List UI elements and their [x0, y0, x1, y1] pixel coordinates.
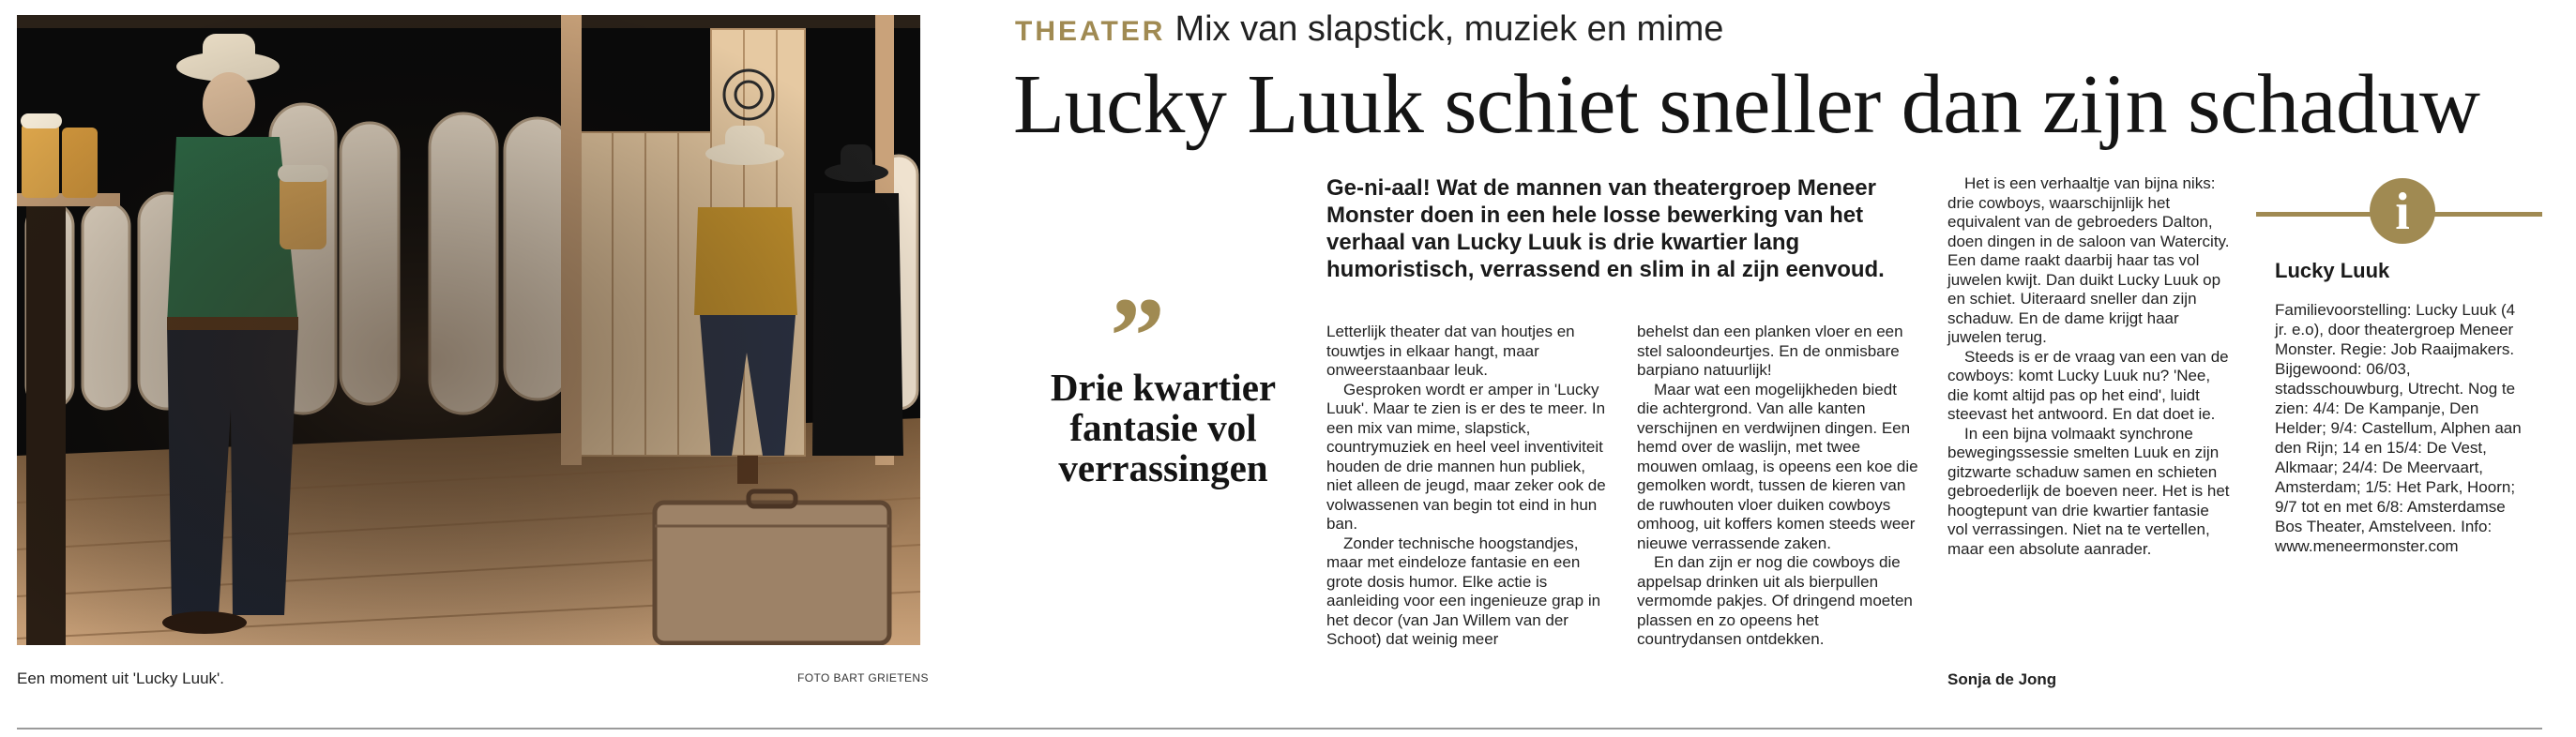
section-label: THEATER [1015, 16, 1166, 47]
paragraph: In een bijna volmaakt synchrone bewegingssessie smelten Luuk en zijn gitzwarte schaduw samen en schieten gebroederlijk de boeven neer. Het is het hoogtepunt van drie kwartier fantasie vol verrassingen. Niet na te vertellen, maar een absolute aanrader. [1947, 424, 2230, 558]
body-column-1 [1326, 323, 1608, 650]
paragraph: Letterlijk theater dat van houtjes en touwtjes in elkaar hangt, maar onweerstaanbaar leuk. [1326, 323, 1575, 379]
info-title: Lucky Luuk [2275, 259, 2390, 282]
body-column-2 [1637, 323, 1918, 650]
paragraph: behelst dan een planken vloer en een stel saloondeurtjes. En de onmisbare barpiano natuurlijk! [1637, 323, 1903, 379]
stage-scene-illustration [17, 15, 920, 645]
headline: Lucky Luuk schiet sneller dan zijn schaduw [1013, 58, 2480, 151]
author-byline: Sonja de Jong [1947, 670, 2057, 688]
intro-paragraph: Ge-ni-aal! Wat de mannen van theatergroep Meneer Monster doen in een hele losse bewerking van het verhaal van Lucky Luuk is drie kwartier lang humoristisch, verrassend en slim in al zijn eenvoud. [1326, 175, 1885, 282]
info-icon: i [2370, 178, 2435, 244]
kicker-subject: Mix van slapstick, muziek en mime [1174, 9, 1724, 49]
body-column-3 [1947, 174, 2234, 559]
paragraph: En dan zijn er nog die cowboys die appelsap drinken uit als bierpullen vermomde pakjes. Of dringend moeten plassen en zo opeens het countrydansen ontdekken. [1637, 553, 1913, 648]
article-photo [17, 15, 920, 645]
quote-marks-icon: ” [1110, 275, 1165, 398]
photo-credit: FOTO BART GRIETENS [797, 671, 929, 684]
paragraph: Zonder technische hoogstandjes, maar met eindeloze fantasie en een grote dosis humor. Elke actie is aanleiding voor een ingenieuze grap in het decor (van Jan Willem van der Schoot) dat weinig meer [1326, 534, 1601, 648]
paragraph: Steeds is er de vraag van een van de cowboys: komt Lucky Luuk nu? 'Nee, die komt altijd pas op het eind', luidt steevast het antwoord. En dat doet ie. [1947, 347, 2229, 423]
bottom-rule [17, 728, 2542, 729]
info-text: Familievoorstelling: Lucky Luuk (4 jr. e.o), door theatergroep Meneer Monster. Regie: Job Raaijmakers. Bijgewoond: 06/03, stadsschouwburg, Utrecht. Nog te zien: 4/4: De Kampanje, Den Helder; 9/4: Castellum, Alphen aan den Rijn; 14 en 15/4: De Vest, Alkmaar; 24/4: De Meervaart, Amsterdam; 1/5: Het Park, Hoorn; 9/7 tot en met 6/8: Amsterdamse Bos Theater, Amstelveen. Info: www.meneermonster.com [2275, 301, 2522, 555]
paragraph: Maar wat een mogelijkheden biedt die achtergrond. Van alle kanten verschijnen en verdwijnen dingen. Een hemd over de waslijn, met twee mouwen omlaag, is opeens een koe die gemolken wordt, tussen de kieren van de ruwhouten vloer duiken cowboys omhoog, uit koffers komen steeds weer nieuwe verrassende zaken. [1637, 380, 1918, 552]
pullquote: Drie kwartier fantasie vol verrassingen [1050, 366, 1277, 489]
kicker [1015, 9, 1723, 50]
paragraph: Het is een verhaaltje van bijna niks: drie cowboys, waarschijnlijk het equivalent van de gebroeders Dalton, doen dingen in de saloon van Watercity. Een dame raakt daarbij haar tas vol juwelen kwijt. Dan duikt Lucky Luuk op en schiet. Uiteraard sneller dan zijn schaduw. En de dame krijgt haar juwelen terug. [1947, 174, 2230, 346]
paragraph: Gesproken wordt er amper in 'Lucky Luuk'. Maar te zien is er des te meer. In een mix van mime, slapstick, countrymuziek en heel veel inventiviteit houden de drie mannen hun publiek, niet alleen de jeugd, maar zeker ook de volwassenen van begin tot eind in hun ban. [1326, 380, 1606, 533]
photo-caption: Een moment uit 'Lucky Luuk'. [17, 669, 224, 687]
